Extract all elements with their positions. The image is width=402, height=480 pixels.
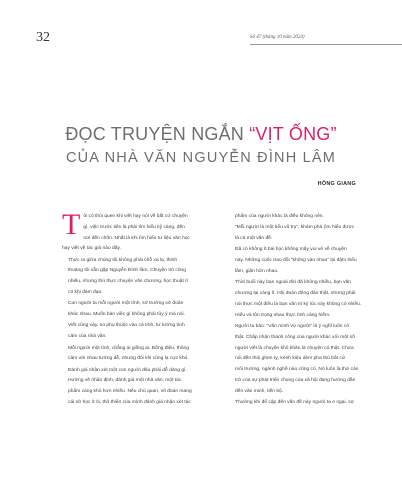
paragraph bbox=[62, 344, 222, 366]
article-subtitle: CỦA NHÀ VĂN NGUYỄN ĐÌNH LÂM bbox=[65, 150, 337, 166]
paragraph bbox=[62, 212, 222, 255]
text-line: khác nhau. Muốn bàn việc gì không phải tùy ý mà nói. bbox=[68, 312, 185, 318]
text-line: môi trường, ngành nghề nào cũng có. Nó luôn là thứ cản bbox=[235, 367, 359, 373]
text-line: cảm của nhà văn. bbox=[68, 334, 107, 340]
paragraph bbox=[229, 278, 389, 321]
text-line: Đánh giá nhận xét một con người đâu phải dễ dàng gì. bbox=[68, 367, 187, 373]
paragraph bbox=[229, 322, 389, 398]
title-prefix: ĐỌC TRUYỆN NGẮN bbox=[65, 124, 250, 144]
paragraph bbox=[62, 366, 222, 409]
text-line: nói đến thói ghen tỵ, kènh kiệu dèm pha thù bất cứ bbox=[235, 356, 346, 362]
text-line: Con người ta mỗi người một tính, sở trường sở đoản bbox=[68, 301, 184, 307]
text-line: nơi đến chốn. Nhất là khi tìm hiểu tư liệu văn học bbox=[83, 235, 190, 241]
text-line: Thời buổi này bạn ngoài đời đã không nhiều, bạn văn bbox=[235, 280, 351, 286]
text-line: người viết là chuyện khó khăn là chuyện có thật. Chưa bbox=[235, 345, 354, 351]
paragraph bbox=[229, 245, 389, 277]
text-line: hay viết về tác giả nào đấy. bbox=[62, 246, 121, 252]
drop-cap: T bbox=[62, 212, 81, 241]
text-line: Đã có không ít bài học không mấy vui vẻ về chuyện bbox=[235, 247, 347, 253]
text-line: lầm, giận hờn nhau. bbox=[235, 268, 279, 274]
text-line: Hướng về nhân định, đánh giá một nhà văn, một tác bbox=[68, 378, 182, 384]
article-title bbox=[0, 124, 402, 145]
text-line: Người ta bảo: “Văn mình vợ người” là ý nghĩ luôn có bbox=[235, 323, 350, 329]
text-line: ôi có thói quen khi viết hay nói về bất cứ chuyện bbox=[83, 214, 188, 219]
issue-info: Số 47 (tháng 10 năm 2024) bbox=[250, 35, 305, 40]
text-line: Hiểu và tôn trọng nhau thực tình càng hiếm. bbox=[235, 312, 331, 318]
text-line: nói thực một điều là bạn văn tri kỷ lúc này không có nhiều. bbox=[235, 301, 362, 307]
text-line: đến văn minh, tiến bộ. bbox=[235, 388, 284, 394]
paragraph bbox=[62, 321, 222, 343]
paragraph bbox=[62, 256, 222, 299]
title-accent: “VỊT ỐNG” bbox=[249, 124, 337, 144]
text-line: này. Những cuộc trao đổi “không vào nhau” lại đậm hiểu bbox=[235, 258, 357, 264]
text-line: thật. Chấp nhận thành công của người khác với một số bbox=[235, 334, 355, 340]
text-line: phẩm càng khó hơn nhiều. Nếu chủ quan, võ đoán mang bbox=[68, 389, 192, 395]
header-rule bbox=[250, 44, 402, 45]
text-line: cảm với nhau tưởng dễ, nhưng đôi khi cũng lạ cực khó. bbox=[68, 356, 189, 362]
paragraph bbox=[229, 212, 389, 223]
text-line: “Mỗi người là một tiểu vũ trụ”, khám phá (ìm hiểu được bbox=[235, 225, 355, 231]
left-column bbox=[62, 212, 222, 409]
page-number: 32 bbox=[36, 30, 50, 45]
text-line: trở của sự phát triển chung của xã hội đang hướng dần bbox=[235, 377, 356, 383]
paragraph bbox=[229, 398, 389, 409]
text-line: Mỗi người một tính, chẳng ai giống ai. Đồng điệu, thông bbox=[68, 345, 189, 351]
paragraph bbox=[62, 299, 222, 321]
text-line: cái sở học ít ỏi, thô thiển của mình đánh giá nhận xét tác bbox=[68, 400, 191, 406]
paragraph bbox=[229, 223, 389, 245]
text-line: có khi đàm đạo. bbox=[68, 290, 103, 296]
author-name: HỒNG GIANG bbox=[317, 181, 356, 187]
text-line: Thường khi để cập đến vấn đề này người ta e ngại, sợ bbox=[235, 400, 354, 406]
text-line: chương lại càng ít. Hội đoàn đông đảo thật, nhưng phải bbox=[235, 291, 356, 297]
text-line: gì, việc trước tiên là phải tìm hiểu kỹ càng, đến bbox=[83, 224, 185, 230]
text-line: phẩm của người khác là điều không nên. bbox=[235, 214, 324, 219]
text-line: thoảng tôi vẫn gặp Nguyễn Đình lâm. Chuyện trò cũng bbox=[68, 268, 186, 274]
right-column bbox=[229, 212, 389, 409]
text-line: Thực ra giữa chúng tôi không phải chỗ xa lạ, thỉnh bbox=[68, 257, 178, 263]
text-line: nhiều, nhưng thú thực chuyện văn chương, học thuật ít bbox=[68, 279, 188, 285]
text-line: là cả một vấn đề. bbox=[235, 236, 273, 242]
text-line: Viết cũng vậy, no phụ thuộc vào cá tính, tư tưởng tình bbox=[68, 323, 185, 329]
